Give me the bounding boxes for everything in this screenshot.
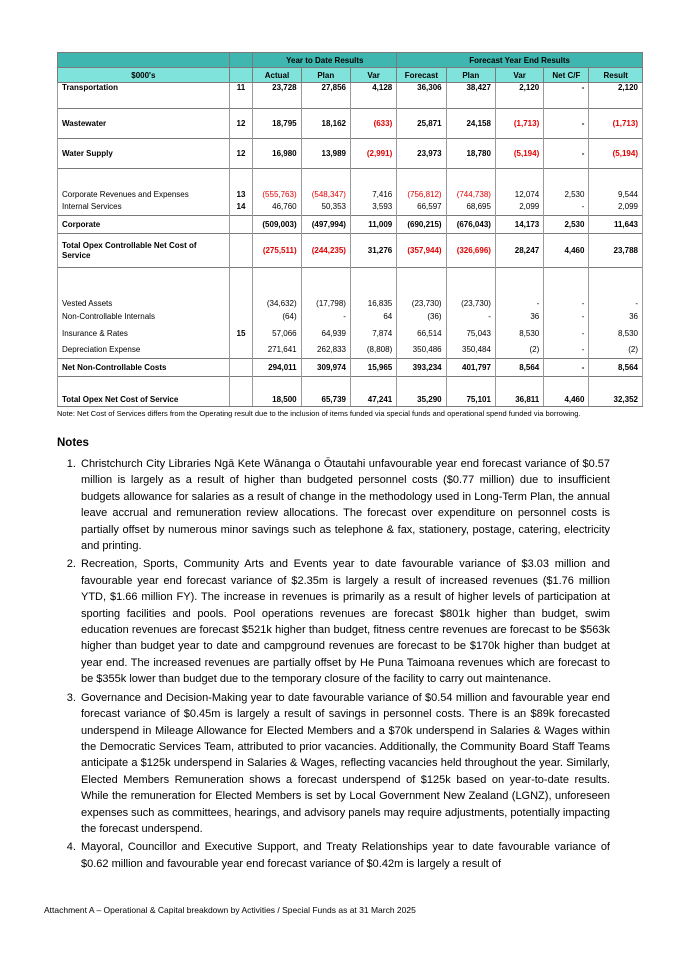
cell-actual: (509,003) — [253, 216, 301, 234]
cell-plan: 309,974 — [301, 359, 350, 377]
row-label: Transportation — [58, 83, 230, 109]
cell-plan: 27,856 — [301, 83, 350, 109]
cell-actual: (64) — [253, 308, 301, 325]
cell-actual: (275,511) — [253, 234, 301, 268]
table-row — [58, 342, 643, 359]
cell-plan2: 38,427 — [446, 83, 495, 109]
cell-forecast: (36) — [397, 308, 446, 325]
cell-result: - — [589, 268, 643, 308]
cell-forecast: 393,234 — [397, 359, 446, 377]
note-item: 1. Christchurch City Libraries Ngā Kete Wānanga o Ōtautahi unfavourable year end forecast variance of $0.57 million is largely as a result of higher than budgeted personnel costs ($0.77 million) due to insufficient budgets allowance for salaries as a result of change in the methodology used in Long-Term Plan, the annual leave accrual and remuneration review allocations. The forecast over expenditure on personnel costs is partially offset by numerous minor savings such as telephone & fax, stationery, postage, catering, electricity and printing. — [79, 456, 610, 554]
cell-plan: (244,235) — [301, 234, 350, 268]
table-row — [58, 359, 643, 377]
cell-netcf: - — [544, 325, 589, 342]
row-note: 15 — [229, 325, 253, 342]
cell-plan: 50,353 — [301, 199, 350, 216]
cell-var: (8,808) — [350, 342, 396, 359]
cell-plan2: 24,158 — [446, 109, 495, 139]
cell-plan: 13,989 — [301, 139, 350, 169]
cell-forecast: (357,944) — [397, 234, 446, 268]
cell-result: (2) — [589, 342, 643, 359]
cell-result: 32,352 — [589, 377, 643, 407]
row-note: 12 — [229, 109, 253, 139]
cell-result: 2,120 — [589, 83, 643, 109]
row-note: 14 — [229, 199, 253, 216]
table-row — [58, 139, 643, 169]
cell-result: 2,099 — [589, 199, 643, 216]
notes-list — [57, 456, 610, 874]
cell-var: (2,991) — [350, 139, 396, 169]
row-note: 13 — [229, 169, 253, 199]
cell-var2: 8,564 — [495, 359, 543, 377]
cell-forecast: 350,486 — [397, 342, 446, 359]
cell-netcf: 4,460 — [544, 234, 589, 268]
cell-var: 4,128 — [350, 83, 396, 109]
row-label: Internal Services — [58, 199, 230, 216]
cell-netcf: - — [544, 359, 589, 377]
cell-plan2: 350,484 — [446, 342, 495, 359]
cell-plan2: 401,797 — [446, 359, 495, 377]
cell-plan: (497,994) — [301, 216, 350, 234]
cell-plan2: (676,043) — [446, 216, 495, 234]
cell-var2: 14,173 — [495, 216, 543, 234]
table-row — [58, 268, 643, 308]
cell-result: 8,564 — [589, 359, 643, 377]
cell-var: 31,276 — [350, 234, 396, 268]
cell-result: (1,713) — [589, 109, 643, 139]
cell-var2: 8,530 — [495, 325, 543, 342]
cell-actual: 271,641 — [253, 342, 301, 359]
table-row — [58, 308, 643, 325]
note-item: 2. Recreation, Sports, Community Arts and Events year to date favourable variance of $3.03 million and favourable year end forecast variance of $2.35m is largely a result of increased revenues ($1.76 million YTD, $1.66 million FY). The increase in revenues is primarily as a result of higher levels of participation at sporting facilities and pools. Pool operations revenues are forecast $801k higher than budget, swim education revenues are forecast $521k higher than budget, fitness centre revenues are forecast to be $563k higher than budget year to date and campground revenues are forecast to be $170k higher than budget at year end. The increased revenues are partially offset by He Puna Taimoana revenues which are forecast to be $355k lower than budget due to the temporary closure of the facility to carry out maintenance. — [79, 556, 610, 687]
cell-var: 15,965 — [350, 359, 396, 377]
cell-var2: 36,811 — [495, 377, 543, 407]
row-note — [229, 308, 253, 325]
table-footnote: Note: Net Cost of Services differs from the Operating result due to the inclusion of items funded via special funds and operational spend funded via borrowing. — [57, 409, 581, 418]
row-label: Insurance & Rates — [58, 325, 230, 342]
row-label: Non-Controllable Internals — [58, 308, 230, 325]
ytd-group-header: Year to Date Results — [253, 53, 397, 68]
cell-plan: (17,798) — [301, 268, 350, 308]
cell-netcf: - — [544, 83, 589, 109]
row-note — [229, 377, 253, 407]
col-header-var: Var — [350, 68, 396, 83]
cell-var: 3,593 — [350, 199, 396, 216]
row-label: Vested Assets — [58, 268, 230, 308]
cell-var2: (5,194) — [495, 139, 543, 169]
cell-plan2: 68,695 — [446, 199, 495, 216]
financial-table — [57, 52, 643, 407]
cell-plan2: - — [446, 308, 495, 325]
cell-plan2: (326,696) — [446, 234, 495, 268]
cell-var: 47,241 — [350, 377, 396, 407]
cell-result: (5,194) — [589, 139, 643, 169]
cell-var2: (2) — [495, 342, 543, 359]
cell-result: 8,530 — [589, 325, 643, 342]
cell-plan2: 75,101 — [446, 377, 495, 407]
row-note — [229, 216, 253, 234]
cell-var: 7,416 — [350, 169, 396, 199]
cell-forecast: 36,306 — [397, 83, 446, 109]
table-row — [58, 216, 643, 234]
row-label: Water Supply — [58, 139, 230, 169]
table-row — [58, 325, 643, 342]
financial-summary — [57, 52, 643, 419]
col-header-plan: Plan — [301, 68, 350, 83]
cell-netcf: - — [544, 308, 589, 325]
cell-forecast: (690,215) — [397, 216, 446, 234]
row-label: Corporate Revenues and Expenses — [58, 169, 230, 199]
row-note: 11 — [229, 83, 253, 109]
cell-plan: 65,739 — [301, 377, 350, 407]
cell-netcf: - — [544, 109, 589, 139]
cell-netcf: - — [544, 342, 589, 359]
table-row — [58, 234, 643, 268]
cell-netcf: - — [544, 139, 589, 169]
cell-forecast: 35,290 — [397, 377, 446, 407]
cell-var2: 12,074 — [495, 169, 543, 199]
cell-plan: 262,833 — [301, 342, 350, 359]
cell-result: 23,788 — [589, 234, 643, 268]
page-footer: Attachment A – Operational & Capital breakdown by Activities / Special Funds as at 31 March 2025 — [44, 905, 416, 915]
cell-var2: 36 — [495, 308, 543, 325]
row-label: Total Opex Net Cost of Service — [58, 377, 230, 407]
row-note — [229, 342, 253, 359]
cell-netcf: - — [544, 268, 589, 308]
cell-actual: (34,632) — [253, 268, 301, 308]
cell-netcf: - — [544, 199, 589, 216]
cell-var2: - — [495, 268, 543, 308]
cell-var: 11,009 — [350, 216, 396, 234]
row-label: Net Non-Controllable Costs — [58, 359, 230, 377]
row-note — [229, 234, 253, 268]
cell-forecast: 23,973 — [397, 139, 446, 169]
col-header-note — [229, 68, 253, 83]
col-header-var2: Var — [495, 68, 543, 83]
cell-result: 9,544 — [589, 169, 643, 199]
cell-result: 36 — [589, 308, 643, 325]
cell-netcf: 2,530 — [544, 169, 589, 199]
cell-var: (633) — [350, 109, 396, 139]
col-header-netcf: Net C/F — [544, 68, 589, 83]
cell-netcf: 2,530 — [544, 216, 589, 234]
col-header-result: Result — [589, 68, 643, 83]
notes-heading: Notes — [57, 437, 89, 449]
cell-actual: 294,011 — [253, 359, 301, 377]
row-label: Corporate — [58, 216, 230, 234]
cell-var: 64 — [350, 308, 396, 325]
table-row — [58, 109, 643, 139]
forecast-group-header: Forecast Year End Results — [397, 53, 643, 68]
cell-var2: 2,099 — [495, 199, 543, 216]
cell-plan: 18,162 — [301, 109, 350, 139]
cell-actual: 18,795 — [253, 109, 301, 139]
cell-forecast: 25,871 — [397, 109, 446, 139]
cell-var2: 28,247 — [495, 234, 543, 268]
cell-forecast: (23,730) — [397, 268, 446, 308]
cell-actual: (555,763) — [253, 169, 301, 199]
cell-actual: 23,728 — [253, 83, 301, 109]
cell-var2: 2,120 — [495, 83, 543, 109]
col-header-forecast: Forecast — [397, 68, 446, 83]
cell-plan: 64,939 — [301, 325, 350, 342]
cell-var2: (1,713) — [495, 109, 543, 139]
row-note — [229, 268, 253, 308]
group-header-row — [58, 53, 643, 68]
cell-forecast: 66,597 — [397, 199, 446, 216]
cell-netcf: 4,460 — [544, 377, 589, 407]
col-header-actual: Actual — [253, 68, 301, 83]
table-row — [58, 169, 643, 199]
col-header-plan2: Plan — [446, 68, 495, 83]
cell-plan2: 18,780 — [446, 139, 495, 169]
cell-actual: 57,066 — [253, 325, 301, 342]
cell-actual: 18,500 — [253, 377, 301, 407]
column-header-row — [58, 68, 643, 83]
table-row — [58, 377, 643, 407]
row-note: 12 — [229, 139, 253, 169]
cell-plan2: (23,730) — [446, 268, 495, 308]
cell-plan2: 75,043 — [446, 325, 495, 342]
table-row — [58, 199, 643, 216]
cell-var: 7,874 — [350, 325, 396, 342]
col-header-label: $000's — [58, 68, 230, 83]
cell-actual: 46,760 — [253, 199, 301, 216]
table-row — [58, 83, 643, 109]
row-label: Total Opex Controllable Net Cost of Service — [58, 234, 230, 268]
cell-plan: - — [301, 308, 350, 325]
row-label: Wastewater — [58, 109, 230, 139]
cell-result: 11,643 — [589, 216, 643, 234]
cell-plan2: (744,738) — [446, 169, 495, 199]
note-item: 4. Mayoral, Councillor and Executive Support, and Treaty Relationships year to date favourable variance of $0.62 million and favourable year end forecast variance of $0.42m is largely a result of — [79, 839, 610, 872]
row-note — [229, 359, 253, 377]
row-label: Depreciation Expense — [58, 342, 230, 359]
note-item: 3. Governance and Decision-Making year to date favourable variance of $0.54 million and favourable year end forecast variance of $0.45m is largely a result of savings in personnel costs. There is an $89k forecasted underspend in Mileage Allowance for Elected Members and a $70k underspend in Salaries & Wages within the Democratic Services Team, attributed to prior vacancies. Additionally, the Community Board Staff Teams anticipate a $125k underspend in Salaries & Wages, reflecting vacancies held throughout the year. Similarly, Elected Members Remuneration shows a forecast underspend of $125k based on year-to-date results. While the remuneration for Elected Members is set by Local Government New Zealand (LGNZ), unforeseen expenses such as committees, hearings, and advisory panels may require adjustments, potentially impacting the forecast underspend. — [79, 690, 610, 838]
cell-var: 16,835 — [350, 268, 396, 308]
cell-actual: 16,980 — [253, 139, 301, 169]
cell-forecast: (756,812) — [397, 169, 446, 199]
cell-forecast: 66,514 — [397, 325, 446, 342]
cell-plan: (548,347) — [301, 169, 350, 199]
